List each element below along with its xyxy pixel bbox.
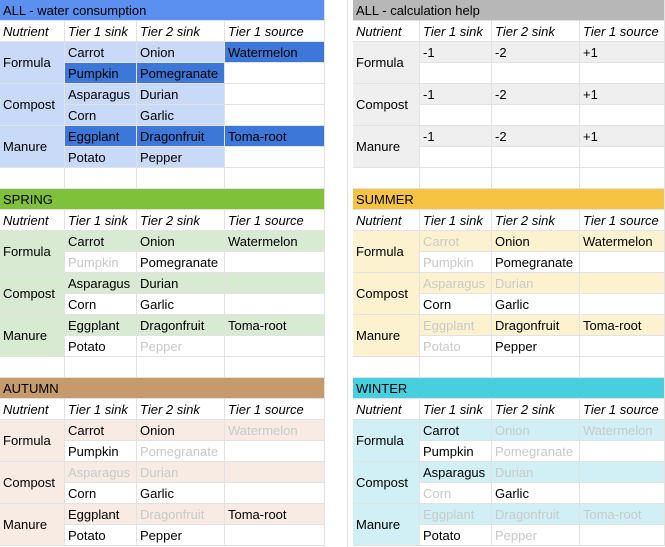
spring-cell[interactable]: Pomegranate: [137, 252, 225, 273]
winter-cell[interactable]: Toma-root: [580, 504, 665, 525]
water-col-nutrient: Nutrient: [0, 21, 65, 42]
water-cell[interactable]: Asparagus: [65, 84, 137, 105]
water-cell[interactable]: Toma-root: [225, 126, 325, 147]
autumn-nutrient-compost: Compost: [0, 462, 65, 504]
summer-col-nutrient: Nutrient: [353, 210, 420, 231]
water-cell[interactable]: Carrot: [65, 42, 137, 63]
autumn-col-nutrient: Nutrient: [0, 399, 65, 420]
autumn-col-tier2-sink: Tier 2 sink: [137, 399, 225, 420]
spring-cell[interactable]: Carrot: [65, 231, 137, 252]
summer-cell[interactable]: Asparagus: [420, 273, 492, 294]
spring-col-tier1-sink: Tier 1 sink: [65, 210, 137, 231]
winter-cell[interactable]: [580, 441, 665, 462]
calc-cell[interactable]: [580, 147, 665, 168]
autumn-cell[interactable]: Pepper: [137, 525, 225, 546]
water-cell[interactable]: [225, 105, 325, 126]
winter-cell[interactable]: Carrot: [420, 420, 492, 441]
winter-nutrient-formula: Formula: [353, 420, 420, 462]
summer-cell[interactable]: Watermelon: [580, 231, 665, 252]
autumn-cell[interactable]: Onion: [137, 420, 225, 441]
spring-cell[interactable]: Onion: [137, 231, 225, 252]
autumn-cell[interactable]: Corn: [65, 483, 137, 504]
spring-nutrient-formula: Formula: [0, 231, 65, 273]
empty-cell[interactable]: [420, 168, 492, 189]
calc-cell[interactable]: -2: [492, 126, 580, 147]
water-cell[interactable]: [225, 63, 325, 84]
water-cell[interactable]: Pomegranate: [137, 63, 225, 84]
autumn-cell[interactable]: [225, 525, 325, 546]
calc-cell[interactable]: [492, 105, 580, 126]
winter-nutrient-compost: Compost: [353, 462, 420, 504]
winter-title: WINTER: [353, 378, 665, 399]
winter-cell[interactable]: [580, 525, 665, 546]
summer-nutrient-compost: Compost: [353, 273, 420, 315]
empty-cell[interactable]: [65, 357, 137, 378]
summer-cell[interactable]: [580, 294, 665, 315]
summer-cell[interactable]: [580, 273, 665, 294]
calc-title: ALL - calculation help: [353, 0, 665, 21]
summer-col-tier1-source: Tier 1 source: [580, 210, 665, 231]
summer-cell[interactable]: Garlic: [492, 294, 580, 315]
spring-cell[interactable]: Potato: [65, 336, 137, 357]
water-cell[interactable]: Potato: [65, 147, 137, 168]
empty-cell[interactable]: [492, 168, 580, 189]
calc-cell[interactable]: [420, 63, 492, 84]
calc-col-tier1-source: Tier 1 source: [580, 21, 665, 42]
water-cell[interactable]: Pumpkin: [65, 63, 137, 84]
calc-cell[interactable]: +1: [580, 126, 665, 147]
winter-cell[interactable]: Durian: [492, 462, 580, 483]
empty-cell[interactable]: [353, 357, 420, 378]
summer-cell[interactable]: Pumpkin: [420, 252, 492, 273]
spring-cell[interactable]: Asparagus: [65, 273, 137, 294]
spring-cell[interactable]: Durian: [137, 273, 225, 294]
summer-nutrient-manure: Manure: [353, 315, 420, 357]
calc-cell[interactable]: +1: [580, 42, 665, 63]
winter-cell[interactable]: Onion: [492, 420, 580, 441]
autumn-title: AUTUMN: [0, 378, 325, 399]
autumn-cell[interactable]: Eggplant: [65, 504, 137, 525]
water-nutrient-manure: Manure: [0, 126, 65, 168]
calc-col-tier2-sink: Tier 2 sink: [492, 21, 580, 42]
autumn-cell[interactable]: Pomegranate: [137, 441, 225, 462]
calc-cell[interactable]: [492, 147, 580, 168]
empty-cell[interactable]: [580, 168, 665, 189]
calc-cell[interactable]: [580, 105, 665, 126]
summer-cell[interactable]: Pomegranate: [492, 252, 580, 273]
water-cell[interactable]: Durian: [137, 84, 225, 105]
calc-cell[interactable]: -1: [420, 126, 492, 147]
calc-nutrient-formula: Formula: [353, 42, 420, 84]
winter-col-tier2-sink: Tier 2 sink: [492, 399, 580, 420]
winter-cell[interactable]: Corn: [420, 483, 492, 504]
spring-cell[interactable]: [225, 294, 325, 315]
winter-cell[interactable]: Eggplant: [420, 504, 492, 525]
calc-cell[interactable]: [580, 63, 665, 84]
calc-nutrient-compost: Compost: [353, 84, 420, 126]
summer-title: SUMMER: [353, 189, 665, 210]
empty-cell[interactable]: [137, 357, 225, 378]
summer-cell[interactable]: Dragonfruit: [492, 315, 580, 336]
water-cell[interactable]: Garlic: [137, 105, 225, 126]
winter-cell[interactable]: Dragonfruit: [492, 504, 580, 525]
winter-cell[interactable]: [580, 462, 665, 483]
winter-cell[interactable]: Potato: [420, 525, 492, 546]
empty-cell[interactable]: [353, 168, 420, 189]
winter-cell[interactable]: Asparagus: [420, 462, 492, 483]
autumn-col-tier1-sink: Tier 1 sink: [65, 399, 137, 420]
summer-nutrient-formula: Formula: [353, 231, 420, 273]
spring-cell[interactable]: Toma-root: [225, 315, 325, 336]
autumn-cell[interactable]: [225, 462, 325, 483]
spring-cell[interactable]: Eggplant: [65, 315, 137, 336]
autumn-nutrient-formula: Formula: [0, 420, 65, 462]
empty-cell[interactable]: [420, 357, 492, 378]
winter-cell[interactable]: Watermelon: [580, 420, 665, 441]
autumn-cell[interactable]: [225, 441, 325, 462]
calc-cell[interactable]: -1: [420, 84, 492, 105]
winter-cell[interactable]: Garlic: [492, 483, 580, 504]
calc-col-tier1-sink: Tier 1 sink: [420, 21, 492, 42]
empty-cell[interactable]: [0, 168, 65, 189]
water-cell[interactable]: [225, 147, 325, 168]
empty-cell[interactable]: [492, 357, 580, 378]
empty-cell[interactable]: [65, 168, 137, 189]
winter-col-tier1-source: Tier 1 source: [580, 399, 665, 420]
spring-cell[interactable]: Dragonfruit: [137, 315, 225, 336]
calc-cell[interactable]: -2: [492, 42, 580, 63]
autumn-cell[interactable]: Asparagus: [65, 462, 137, 483]
autumn-nutrient-manure: Manure: [0, 504, 65, 546]
summer-cell[interactable]: Onion: [492, 231, 580, 252]
spring-cell[interactable]: Pepper: [137, 336, 225, 357]
spring-cell[interactable]: Corn: [65, 294, 137, 315]
autumn-cell[interactable]: Watermelon: [225, 420, 325, 441]
winter-cell[interactable]: [580, 483, 665, 504]
summer-cell[interactable]: Durian: [492, 273, 580, 294]
water-cell[interactable]: Pepper: [137, 147, 225, 168]
autumn-cell[interactable]: Dragonfruit: [137, 504, 225, 525]
summer-cell[interactable]: Carrot: [420, 231, 492, 252]
summer-cell[interactable]: Corn: [420, 294, 492, 315]
calc-col-nutrient: Nutrient: [353, 21, 420, 42]
spring-cell[interactable]: Watermelon: [225, 231, 325, 252]
empty-cell[interactable]: [225, 168, 325, 189]
winter-col-tier1-sink: Tier 1 sink: [420, 399, 492, 420]
empty-cell[interactable]: [580, 357, 665, 378]
water-col-tier1-source: Tier 1 source: [225, 21, 325, 42]
winter-col-nutrient: Nutrient: [353, 399, 420, 420]
empty-cell[interactable]: [137, 168, 225, 189]
winter-cell[interactable]: Pumpkin: [420, 441, 492, 462]
calc-cell[interactable]: [420, 105, 492, 126]
empty-cell[interactable]: [225, 357, 325, 378]
water-col-tier1-sink: Tier 1 sink: [65, 21, 137, 42]
spring-cell[interactable]: [225, 336, 325, 357]
water-cell[interactable]: [225, 84, 325, 105]
spring-cell[interactable]: Pumpkin: [65, 252, 137, 273]
spring-col-tier1-source: Tier 1 source: [225, 210, 325, 231]
water-cell[interactable]: Eggplant: [65, 126, 137, 147]
water-cell[interactable]: Watermelon: [225, 42, 325, 63]
water-cell[interactable]: Dragonfruit: [137, 126, 225, 147]
calc-cell[interactable]: [420, 147, 492, 168]
autumn-cell[interactable]: Carrot: [65, 420, 137, 441]
summer-col-tier2-sink: Tier 2 sink: [492, 210, 580, 231]
calc-cell[interactable]: +1: [580, 84, 665, 105]
summer-cell[interactable]: [580, 252, 665, 273]
autumn-cell[interactable]: Garlic: [137, 483, 225, 504]
autumn-col-tier1-source: Tier 1 source: [225, 399, 325, 420]
water-cell[interactable]: Onion: [137, 42, 225, 63]
autumn-cell[interactable]: [225, 483, 325, 504]
spring-cell[interactable]: Garlic: [137, 294, 225, 315]
autumn-cell[interactable]: Durian: [137, 462, 225, 483]
spring-col-nutrient: Nutrient: [0, 210, 65, 231]
summer-cell[interactable]: Toma-root: [580, 315, 665, 336]
calc-cell[interactable]: -2: [492, 84, 580, 105]
autumn-cell[interactable]: Potato: [65, 525, 137, 546]
empty-cell[interactable]: [0, 357, 65, 378]
spring-col-tier2-sink: Tier 2 sink: [137, 210, 225, 231]
spring-cell[interactable]: [225, 252, 325, 273]
spring-title: SPRING: [0, 189, 325, 210]
water-title: ALL - water consumption: [0, 0, 325, 21]
water-nutrient-compost: Compost: [0, 84, 65, 126]
summer-cell[interactable]: Potato: [420, 336, 492, 357]
calc-cell[interactable]: [492, 63, 580, 84]
spring-cell[interactable]: [225, 273, 325, 294]
winter-cell[interactable]: Pepper: [492, 525, 580, 546]
spring-nutrient-compost: Compost: [0, 273, 65, 315]
water-col-tier2-sink: Tier 2 sink: [137, 21, 225, 42]
summer-cell[interactable]: [580, 336, 665, 357]
summer-cell[interactable]: Eggplant: [420, 315, 492, 336]
calc-nutrient-manure: Manure: [353, 126, 420, 168]
autumn-cell[interactable]: Pumpkin: [65, 441, 137, 462]
water-nutrient-formula: Formula: [0, 42, 65, 84]
column-gap: [347, 0, 348, 547]
autumn-cell[interactable]: Toma-root: [225, 504, 325, 525]
calc-cell[interactable]: -1: [420, 42, 492, 63]
winter-nutrient-manure: Manure: [353, 504, 420, 546]
summer-col-tier1-sink: Tier 1 sink: [420, 210, 492, 231]
spring-nutrient-manure: Manure: [0, 315, 65, 357]
summer-cell[interactable]: Pepper: [492, 336, 580, 357]
water-cell[interactable]: Corn: [65, 105, 137, 126]
winter-cell[interactable]: Pomegranate: [492, 441, 580, 462]
